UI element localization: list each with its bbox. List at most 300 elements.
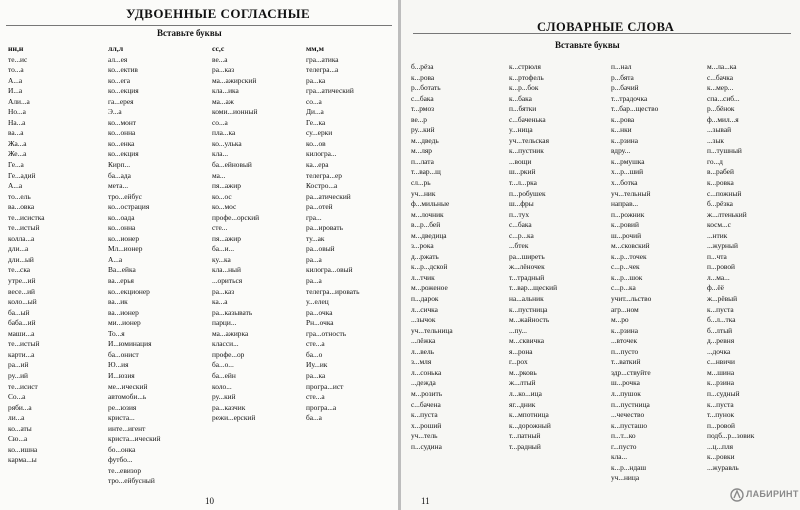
word-item: к...пусташо (611, 420, 648, 430)
word-item: ш...рочий (611, 230, 642, 240)
word-item: Э...а (108, 107, 122, 117)
word-item: к...мпотница (509, 410, 549, 420)
word-item: ва...овка (8, 202, 35, 212)
word-item: м...лочник (411, 209, 444, 219)
word-item: к...нки (611, 125, 632, 135)
word-item: м...роженое (411, 283, 448, 293)
word-item: г...пусто (611, 441, 637, 451)
word-item: ли...а (8, 413, 25, 423)
word-item: то...а (8, 65, 24, 75)
word-item: м...ляр (411, 146, 433, 156)
word-item: режи...ерский (212, 413, 256, 423)
word-item: А...а (8, 75, 23, 85)
word-item: р...бята (611, 72, 634, 82)
word-item: здр...ствуйте (611, 367, 651, 377)
word-item: ко...екция (108, 149, 139, 159)
word-item: Ге...адий (8, 170, 36, 180)
title-rule (6, 25, 392, 26)
word-item: ра...каз (212, 65, 235, 75)
word-item: ко...екция (108, 86, 139, 96)
word-item: Рн...очка (306, 318, 334, 328)
word-column (411, 62, 453, 452)
word-item: к...р...бок (509, 83, 539, 93)
word-item: к...пустница (509, 304, 548, 314)
word-item: м...ро (611, 315, 629, 325)
word-item: яг...дник (509, 399, 536, 409)
word-item: т...рмоз (411, 104, 435, 114)
word-item: килогра...овый (306, 265, 353, 275)
word-item: р...бачий (611, 83, 639, 93)
word-item: Ге...ка (306, 117, 326, 127)
word-item: п...судина (411, 441, 442, 451)
word-item: ба...ый (8, 307, 30, 317)
word-item: Жа...а (8, 138, 27, 148)
column-header: сс,с (212, 44, 225, 53)
word-item: к...рова (611, 114, 635, 124)
page-title: СЛОВАРНЫЕ СЛОВА (537, 20, 675, 34)
word-item: ...зык (707, 135, 725, 145)
word-item: ка...ера (306, 160, 329, 170)
word-item: ва...а (8, 128, 24, 138)
word-item: х...ботка (611, 178, 638, 188)
word-item: х...роший (411, 420, 442, 430)
word-item: к...рзина (707, 378, 735, 388)
word-item: с...р...ка (509, 230, 534, 240)
word-item: п...т...ко (611, 431, 636, 441)
word-item: п...робушек (509, 188, 546, 198)
word-item: к...бака (509, 93, 532, 103)
word-item: ве...а (212, 54, 228, 64)
word-item: л...ко...ица (509, 388, 542, 398)
word-item: ...ц...пля (707, 441, 734, 451)
word-item: ...пу... (509, 325, 527, 335)
word-item: к...пустник (509, 146, 544, 156)
word-item: криста... (108, 413, 135, 423)
word-item: со...а (306, 96, 322, 106)
word-column (611, 62, 658, 484)
word-item: у...елец (306, 297, 329, 307)
word-item: пя...ажир (212, 181, 241, 191)
word-item: ш...рочка (611, 378, 640, 388)
word-item: ко...ос (212, 191, 232, 201)
word-item: ко...острация (108, 202, 150, 212)
word-item: т...бар...щество (611, 104, 659, 114)
word-item: к...дорожный (509, 420, 551, 430)
word-item: м...жайность (509, 315, 550, 325)
word-item: ш...фры (509, 199, 534, 209)
word-item: с...р...ка (611, 283, 636, 293)
word-item: сте... (212, 223, 228, 233)
word-item: р...ботать (411, 83, 441, 93)
word-item: подб...р...зовик (707, 431, 755, 441)
word-item: ко...монт (108, 117, 137, 127)
word-item: га...ерея (108, 96, 134, 106)
word-item: ба...онист (108, 349, 139, 359)
word-item: пя...ажир (212, 233, 241, 243)
word-item: ...дочка (707, 346, 731, 356)
word-item: б...рёзка (707, 199, 733, 209)
word-item: су...ерки (306, 128, 333, 138)
word-item: б...л...тка (707, 315, 736, 325)
word-item: м...дведица (411, 230, 447, 240)
word-item: направ... (611, 199, 639, 209)
word-item: ру...ий (8, 370, 29, 380)
word-item: уч...тельская (509, 135, 549, 145)
word-item: утре...ий (8, 276, 36, 286)
word-item: ра...ка (306, 370, 326, 380)
word-item: ра...а (306, 276, 322, 286)
word-item: п...чта (707, 251, 727, 261)
word-item: колла...а (8, 233, 35, 243)
word-item: ра...каз (212, 286, 235, 296)
word-item: ко...мос (212, 202, 237, 212)
word-item: к...ровки (707, 452, 735, 462)
column-header: мм,м (306, 44, 324, 53)
word-item: ко...онна (108, 128, 136, 138)
word-item: карма...ы (8, 455, 37, 465)
word-item: Ди...а (306, 107, 324, 117)
word-item: п...дарок (411, 294, 439, 304)
word-item: ал...ея (108, 54, 128, 64)
word-item: ф...мил...я (707, 114, 739, 124)
word-item: с...нвичи (707, 357, 735, 367)
word-item: в...р...бей (411, 220, 441, 230)
word-item: те...ис (8, 54, 28, 64)
word-item: уч...тель (411, 431, 438, 441)
word-item: ру...кий (212, 392, 236, 402)
word-item: ба...ейновый (212, 160, 252, 170)
word-column (108, 44, 161, 487)
word-item: ме...ический (108, 381, 148, 391)
word-item: г...рох (509, 357, 528, 367)
word-item: т...традный (509, 272, 545, 282)
word-item: уч...тельный (611, 188, 651, 198)
word-item: ма...аж (212, 96, 234, 106)
word-item: то...ель (8, 191, 31, 201)
word-item: ...бтек (509, 241, 529, 251)
word-item: криста...ический (108, 434, 161, 444)
word-item: п...ровой (707, 420, 735, 430)
word-item: тро...ейбусный (108, 476, 155, 486)
word-item: коми...ионный (212, 107, 258, 117)
word-item: ра...овый (306, 244, 335, 254)
word-item: бо...онка (108, 444, 136, 454)
word-item: ...вточек (611, 336, 638, 346)
word-item: д...ржать (411, 251, 439, 261)
word-item: пла...ка (212, 128, 236, 138)
word-item: с...баченька (509, 114, 546, 124)
word-item: Ю...ия (108, 360, 129, 370)
word-item: л...тчик (411, 272, 435, 282)
word-item: ж...лтый (509, 378, 536, 388)
word-item: ра...ировать (306, 223, 343, 233)
word-item: ра...отей (306, 202, 333, 212)
word-item: ко...ектив (108, 65, 138, 75)
word-item: ф...мильные (411, 199, 450, 209)
word-item: т...радный (509, 441, 541, 451)
word-item: сте...а (306, 339, 325, 349)
right-page (401, 0, 800, 510)
word-item: ра...ширеть (509, 251, 545, 261)
word-item: у...ница (509, 125, 533, 135)
word-item: На...а (8, 117, 26, 127)
word-item: з...рока (411, 241, 434, 251)
word-item: ми...ионер (108, 318, 141, 328)
word-item: ...журавль (707, 462, 739, 472)
word-item: ва...ионер (108, 307, 139, 317)
word-item: ба...а (306, 413, 322, 423)
word-item: ру...кий (411, 125, 435, 135)
word-item: баба...ий (8, 318, 36, 328)
word-item: п...бятки (509, 104, 537, 114)
word-item: с...пожный (707, 188, 742, 198)
page-title: УДВОЕННЫЕ СОГЛАСНЫЕ (126, 6, 311, 21)
word-item: с...бачена (411, 399, 441, 409)
word-item: м...розить (411, 388, 443, 398)
word-item: р...бёнок (707, 104, 735, 114)
word-item: Костро...а (306, 181, 338, 191)
word-item: агр...ном (611, 304, 639, 314)
word-item: с...р...чек (611, 262, 640, 272)
word-item: ко...аты (8, 423, 32, 433)
word-item: к...ровий (611, 220, 639, 230)
word-item: с...бака (509, 220, 532, 230)
word-item: л...ма... (707, 272, 730, 282)
word-column (8, 44, 45, 466)
instruction: Вставьте буквы (157, 28, 222, 38)
word-item: И...а (8, 86, 23, 96)
word-item: ма...ажирка (212, 328, 249, 338)
word-item: кла... (611, 452, 628, 462)
word-item: к...рзина (611, 135, 639, 145)
word-item: м...дведь (411, 135, 439, 145)
word-item: ряби...а (8, 402, 32, 412)
publisher-logo-text: ЛАБИРИНТ (746, 489, 799, 499)
word-item: п...тушный (707, 146, 742, 156)
word-item: к...пуста (707, 399, 734, 409)
word-item: к...рмушка (611, 156, 645, 166)
word-item: ко...оада (108, 212, 135, 222)
word-item: ра...казчик (212, 402, 246, 412)
word-item: п...рожник (611, 209, 645, 219)
word-column (509, 62, 557, 452)
word-item: ко...улька (212, 138, 242, 148)
word-item: к...р...шок (611, 272, 643, 282)
word-item: И...юминация (108, 339, 152, 349)
word-item: гра... (306, 212, 322, 222)
word-item: ко...екционер (108, 286, 150, 296)
word-item: к...р...точек (611, 251, 647, 261)
column-header: лл,л (108, 44, 124, 53)
word-item: ра...ка (306, 75, 326, 85)
word-item: ко...ионер (108, 233, 140, 243)
word-item: ...ориться (212, 276, 243, 286)
word-item: То...я (108, 328, 125, 338)
word-item: гра...атический (306, 86, 354, 96)
labirint-logo-icon (730, 488, 744, 502)
word-item: к...рзина (611, 325, 639, 335)
word-item: к...пуста (411, 410, 438, 420)
word-item: ...зывай (707, 125, 732, 135)
word-item: к...рова (411, 72, 435, 82)
word-item: ко...онна (108, 223, 136, 233)
word-item: парци... (212, 318, 237, 328)
word-item: дли...а (8, 244, 29, 254)
word-item: ...зычок (411, 315, 436, 325)
word-item: м...шина (707, 367, 735, 377)
word-item: уч...тельница (411, 325, 453, 335)
word-item: футбо... (108, 455, 133, 465)
word-item: профе...орский (212, 212, 260, 222)
word-item: т...л...рка (509, 178, 537, 188)
word-item: Ва...ейка (108, 265, 136, 275)
word-item: ту...ак (306, 233, 325, 243)
word-item: Иу...ик (306, 360, 328, 370)
word-item: те...евизор (108, 465, 142, 475)
word-item: ра...казывать (212, 307, 253, 317)
word-item: тро...ейбус (108, 191, 142, 201)
word-item: косм...с (707, 220, 731, 230)
word-item: ра...ий (8, 360, 29, 370)
page-number: 11 (421, 496, 430, 506)
word-item: телегра...а (306, 65, 339, 75)
word-item: ра...очка (306, 307, 333, 317)
word-item: к...р...дской (411, 262, 448, 272)
word-item: ж...рёвый (707, 294, 738, 304)
word-column (707, 62, 754, 473)
word-item: дли...ый (8, 254, 34, 264)
word-item: т...пунок (707, 410, 735, 420)
word-item: л...пушок (611, 388, 641, 398)
word-item: инте...игент (108, 423, 146, 433)
word-item: ре...юзия (108, 402, 137, 412)
word-item: п...пустница (611, 399, 650, 409)
word-item: к...пуста (707, 304, 734, 314)
left-page (0, 0, 398, 510)
instruction: Вставьте буквы (555, 40, 620, 50)
word-item: А...а (8, 181, 23, 191)
word-item: ра...атический (306, 191, 351, 201)
word-item: маши...а (8, 328, 35, 338)
word-item: ба...о... (212, 360, 234, 370)
word-item: програ...ист (306, 381, 344, 391)
word-item: програ...а (306, 402, 337, 412)
word-item: м...рковь (509, 367, 537, 377)
word-item: на...альник (509, 294, 544, 304)
word-item: Мл...ионер (108, 244, 143, 254)
word-item: ва...ерья (108, 276, 134, 286)
word-item: л...сичка (411, 304, 438, 314)
word-item: з...мля (411, 357, 432, 367)
word-item: уч...ница (611, 473, 640, 483)
word-item: телегра...ировать (306, 286, 360, 296)
page-number: 10 (205, 496, 214, 506)
word-item: килогра... (306, 149, 337, 159)
word-item: х...р...ший (611, 167, 644, 177)
word-item: А...а (108, 254, 123, 264)
word-item: со...а (212, 117, 228, 127)
word-item: б...рёза (411, 62, 434, 71)
word-item: т...ваткий (611, 357, 641, 367)
word-item: карти...а (8, 349, 35, 359)
word-item: т...вар...щ (411, 167, 441, 177)
word-item: И...юзия (108, 370, 135, 380)
word-item: ф...ёё (707, 283, 724, 293)
word-item: Ге...а (8, 160, 24, 170)
word-item: профе...ор (212, 349, 245, 359)
word-item: м...сковский (611, 241, 650, 251)
word-item: ве...р (411, 114, 427, 124)
word-item: ва...ик (108, 297, 128, 307)
word-item: вдру... (611, 146, 631, 156)
word-item: ...вощи (509, 156, 532, 166)
word-item: ш...ркий (509, 167, 536, 177)
word-column (212, 44, 259, 424)
word-item: Со...а (8, 392, 26, 402)
word-item: ...дежда (411, 378, 436, 388)
word-item: го...д (707, 156, 723, 166)
word-item: ма... (212, 170, 226, 180)
word-item: те...исист (8, 381, 38, 391)
word-item: ку...ка (212, 254, 231, 264)
word-item: спа...сиб... (707, 93, 740, 103)
word-item: л...вель (411, 346, 435, 356)
word-item: т...традочка (611, 93, 648, 103)
word-item: с...бака (411, 93, 434, 103)
word-item: Кирп... (108, 160, 131, 170)
word-item: ко...ишна (8, 444, 38, 454)
word-item: Но...а (8, 107, 26, 117)
word-item: ...лёжка (411, 336, 436, 346)
word-item: ко...ега (108, 75, 131, 85)
word-item: телегра...ер (306, 170, 343, 180)
word-item: кла... (212, 149, 229, 159)
word-item: т...вар...щеский (509, 283, 558, 293)
word-item: ра...а (306, 254, 322, 264)
word-item: л...сонька (411, 367, 442, 377)
word-item: класси... (212, 339, 239, 349)
word-item: ма...ажирский (212, 75, 257, 85)
word-item: те...ска (8, 265, 31, 275)
word-item: п...тух (509, 209, 530, 219)
word-item: ...нтик (707, 230, 728, 240)
word-item: ж...лтенький (707, 209, 747, 219)
word-item: п...пусто (611, 346, 639, 356)
word-item: гра...атика (306, 54, 339, 64)
word-item: ба...ада (108, 170, 131, 180)
column-header: нн,н (8, 44, 24, 53)
word-item: кла...ный (212, 265, 241, 275)
word-item: м...сквичка (509, 336, 545, 346)
word-item: п...ровой (707, 262, 735, 272)
word-item: коло...ый (8, 297, 37, 307)
word-item: коло... (212, 381, 232, 391)
word-item: мета... (108, 181, 129, 191)
word-item: учит...льство (611, 294, 652, 304)
word-item: ...журный (707, 241, 738, 251)
word-item: гра...отность (306, 328, 347, 338)
word-item: в...рабей (707, 167, 734, 177)
word-item: к...р...ндаш (611, 462, 647, 472)
word-item: ба...и... (212, 244, 235, 254)
word-item: те...исистка (8, 212, 45, 222)
word-item: б...лтый (707, 325, 733, 335)
word-item: с...бачка (707, 72, 734, 82)
word-item: п...лата (411, 156, 434, 166)
word-item: ко...ов (306, 138, 326, 148)
word-item: весе...ий (8, 286, 36, 296)
word-item: м...ла...ка (707, 62, 737, 71)
